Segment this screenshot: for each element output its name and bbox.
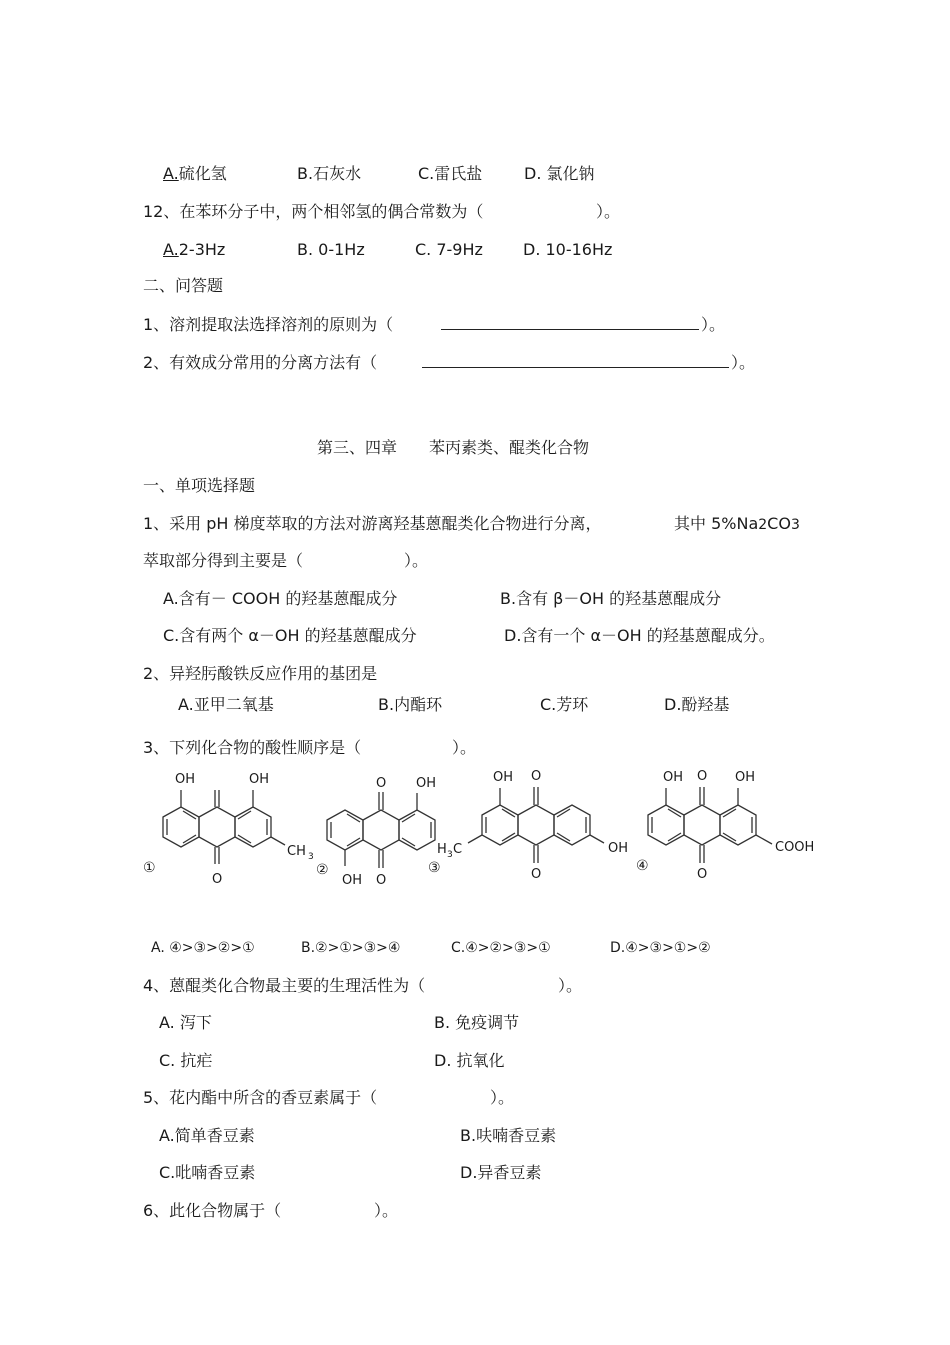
q12-option-b: B. 0-1Hz [297,240,365,259]
section-qa-heading: 二、问答题 [143,276,224,295]
q2-option-c: C.芳环 [540,695,589,714]
q4-stem: 4、蒽醌类化合物最主要的生理活性为（ [143,976,426,995]
s3-oh-right: OH [608,841,629,856]
q1-option-c: C.含有两个 α－OH 的羟基蒽醌成分 [163,626,417,645]
q5-option-c: C.吡喃香豆素 [159,1163,256,1182]
q1-option-b: B.含有 β－OH 的羟基蒽醌成分 [500,589,722,608]
structure-4 [648,787,772,863]
chapter-title: 第三、四章 苯丙素类、醌类化合物 [317,438,590,457]
q3-close: ）。 [452,738,477,757]
q4-option-c: C. 抗疟 [159,1051,213,1070]
q2-option-d: D.酚羟基 [664,695,730,714]
s3-c-label: C [453,842,463,857]
qa1-close: ）。 [701,315,726,334]
qa2-text: 2、有效成分常用的分离方法有（ [143,353,378,372]
q12-option-a-text: 2-3Hz [178,240,226,259]
q4-close: ）。 [558,976,583,995]
q2-option-a: A.亚甲二氧基 [178,695,274,714]
q1-line1-formula [674,514,800,535]
s3-o-top: O [531,769,542,784]
s1-ch-label: CH [287,844,306,859]
structure-num-1: ① [143,860,156,876]
q3-option-b: B.②>①>③>④ [301,940,401,956]
s4-cooh: COOH [775,840,815,855]
q1-option-d: D.含有一个 α－OH 的羟基蒽醌成分。 [504,626,775,645]
q12-close: ）。 [596,202,621,221]
q1-formula-mid: CO [767,514,791,533]
qa1-answer-blank[interactable] [441,315,699,335]
q5-option-d: D.异香豆素 [460,1163,542,1182]
q12-option-a-letter: A. [163,240,179,259]
structure-1 [163,790,285,864]
s3-oh-left: OH [493,770,514,785]
section-choice-heading: 一、单项选择题 [143,476,256,495]
s3-h-sub: 3 [447,850,453,860]
qa2-close: ）。 [731,353,756,372]
q4-option-b: B. 免疫调节 [434,1013,520,1032]
s1-oh-right: OH [249,772,270,787]
q1-formula-sub2: 3 [790,517,800,533]
s4-o-top: O [697,769,708,784]
structure-num-4: ④ [636,858,649,874]
q3-stem: 3、下列化合物的酸性顺序是（ [143,738,362,757]
q1-line2-close: ）。 [404,551,429,570]
qa2-answer-blank[interactable] [422,353,729,373]
q1-line2: 萃取部分得到主要是（ [143,551,304,570]
structure-num-3: ③ [428,860,441,876]
q1-line1: 1、采用 pH 梯度萃取的方法对游离羟基蒽醌类化合物进行分离， [143,514,602,533]
q11-option-a-letter: A. [163,164,179,183]
q12-option-a [163,240,225,260]
q12-stem: 12、在苯环分子中，两个相邻氢的偶合常数为（ [143,202,484,221]
s1-o-bottom: O [212,872,223,887]
q6-stem: 6、此化合物属于（ [143,1201,282,1220]
s2-oh-bottom: OH [342,873,363,888]
q4-option-a: A. 泻下 [159,1013,212,1032]
q3-option-a: A. ④>③>②>① [151,940,255,956]
q4-option-d: D. 抗氧化 [434,1051,505,1070]
q5-stem: 5、花内酯中所含的香豆素属于（ [143,1088,378,1107]
s4-oh-right: OH [735,770,756,785]
s3-o-bottom: O [531,867,542,882]
q11-option-d: D. 氯化钠 [524,164,595,183]
anthraquinone-structures [0,760,950,910]
q2-option-b: B.内酯环 [378,695,443,714]
s2-oh-right: OH [416,776,437,791]
q5-close: ）。 [490,1088,515,1107]
q3-option-d: D.④>③>①>② [610,940,711,956]
q12-option-c: C. 7-9Hz [415,240,483,259]
structure-num-2: ② [316,862,329,878]
q11-option-a-text: 硫化氢 [178,164,227,183]
s4-oh-left: OH [663,770,684,785]
q1-formula-sub1: 2 [758,517,768,533]
q5-option-a: A.简单香豆素 [159,1126,255,1145]
q5-option-b: B.呋喃香豆素 [460,1126,557,1145]
q6-close: ）。 [374,1201,399,1220]
structure-2 [327,792,435,868]
q3-option-c: C.④>②>③>① [451,940,551,956]
s2-o-bottom: O [376,873,387,888]
q12-option-d: D. 10-16Hz [523,240,613,259]
s4-o-bottom: O [697,867,708,882]
s3-h-label: H [437,842,447,857]
q2-stem: 2、异羟肟酸铁反应作用的基团是 [143,664,378,683]
q11-option-b: B.石灰水 [297,164,362,183]
s1-oh-left: OH [175,772,196,787]
q1-formula-pre: 其中 5%Na [674,514,759,533]
s2-o-top: O [376,776,387,791]
q11-option-a [163,164,227,184]
s1-ch-sub: 3 [308,852,314,862]
q1-option-a: A.含有－ COOH 的羟基蒽醌成分 [163,589,398,608]
structure-3 [468,787,604,863]
qa1-text: 1、溶剂提取法选择溶剂的原则为（ [143,315,394,334]
q11-option-c: C.雷氏盐 [418,164,483,183]
